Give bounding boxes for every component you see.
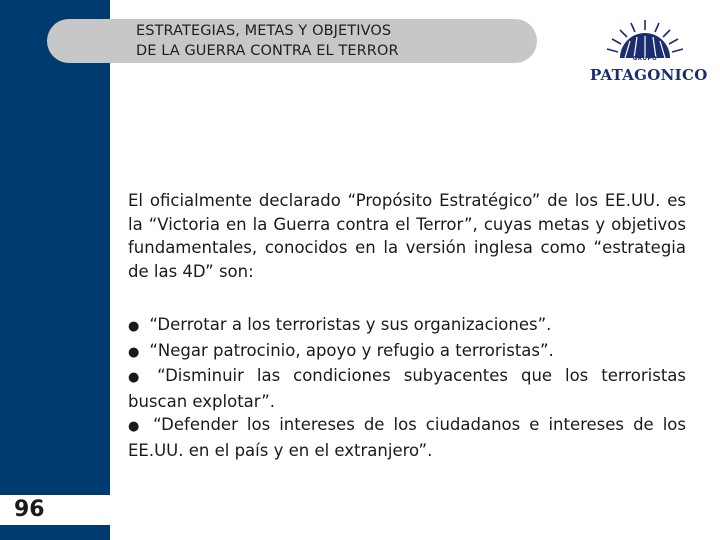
title-line-2: DE LA GUERRA CONTRA EL TERROR: [136, 43, 399, 59]
logo-name: PATAGONICO: [590, 66, 708, 84]
bullet-icon: ●: [128, 419, 144, 434]
list-item: [128, 339, 686, 365]
bullet-list: [128, 313, 686, 462]
bullet-icon: ●: [128, 344, 140, 360]
bullet-icon: ●: [128, 370, 148, 385]
title-line-1: ESTRATEGIAS, METAS Y OBJETIVOS: [136, 23, 392, 39]
sidebar-band: [0, 0, 110, 540]
slide-number: 96: [0, 495, 110, 525]
bullet-text: “Defender los intereses de los ciudadanos e intereses de los EE.UU. en el país y en el extranjero”.: [128, 415, 687, 460]
list-item: [128, 364, 686, 413]
logo-small-text: GRUPO: [632, 56, 658, 62]
bullet-text: “Negar patrocinio, apoyo y refugio a terroristas”.: [149, 340, 554, 360]
bullet-text: “Derrotar a los terroristas y sus organizaciones”.: [149, 315, 552, 334]
list-item: [128, 413, 686, 462]
main-content: [128, 189, 686, 462]
list-item: [128, 313, 686, 339]
sidebar: [0, 0, 110, 540]
bullet-text: “Disminuir las condiciones subyacentes que los terroristas buscan explotar”.: [128, 366, 687, 411]
logo: [590, 18, 708, 98]
page-title: [136, 21, 496, 61]
bullet-icon: ●: [128, 319, 140, 334]
intro-paragraph: El oficialmente declarado “Propósito Estratégico” de los EE.UU. es la “Victoria en la Guerra contra el Terror”, cuyas metas y objetivos fundamentales, conocidos en la versión inglesa como “estrategia de las 4D” son:: [128, 191, 686, 281]
